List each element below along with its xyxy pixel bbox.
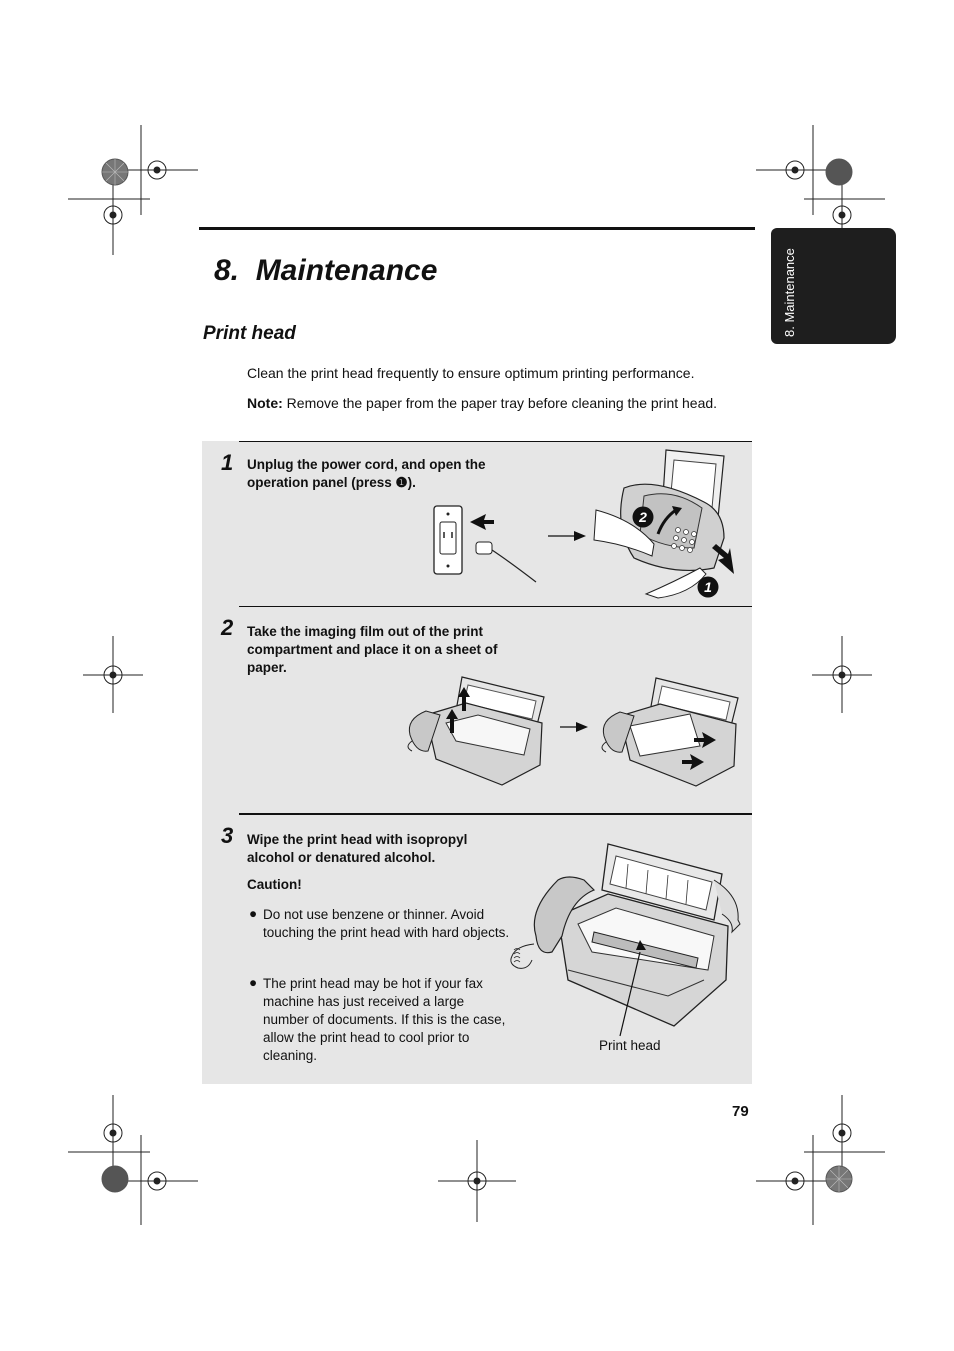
header-rule <box>199 227 755 230</box>
step-1-number: 1 <box>221 450 234 475</box>
step-1-text: Unplug the power cord, and open the operation panel (press ❶). <box>247 457 486 490</box>
badge-1-label: 1 <box>704 579 712 595</box>
section-title: Print head <box>203 323 296 344</box>
caution-bullet-1: ● <box>249 906 258 921</box>
badge-2-icon <box>632 506 654 528</box>
step-2-separator <box>239 606 752 607</box>
caution-label: Caution! <box>247 877 302 892</box>
badge-2-label: 2 <box>639 509 647 525</box>
remove-film-illustration <box>406 675 546 787</box>
step-1-separator <box>239 441 752 442</box>
note-label: Note: <box>247 395 283 411</box>
step-1-arrow-icon <box>548 530 588 542</box>
note-text: Remove the paper from the paper tray before cleaning the print head. <box>282 395 718 411</box>
step-3-text: Wipe the print head with isopropyl alcohol or denatured alcohol. <box>247 832 468 865</box>
unplug-illustration <box>430 500 590 590</box>
place-film-illustration <box>600 676 742 788</box>
intro-text: Clean the print head frequently to ensure optimum printing performance. <box>247 365 695 381</box>
step-2-arrow-icon <box>560 721 590 733</box>
chapter-title: 8. Maintenance <box>214 254 438 287</box>
caution-item-1: Do not use benzene or thinner. Avoid touching the print head with hard objects. <box>263 907 510 940</box>
print-head-callout: Print head <box>599 1038 661 1053</box>
open-panel-illustration <box>594 448 744 598</box>
step-3-separator <box>239 813 752 815</box>
caution-bullet-2: ● <box>249 975 258 990</box>
step-3-number: 3 <box>221 823 234 848</box>
step-2-number: 2 <box>221 615 234 640</box>
note-paragraph <box>247 395 717 411</box>
step-2-text: Take the imaging film out of the print compartment and place it on a sheet of paper. <box>247 624 498 675</box>
badge-1-icon <box>697 576 719 598</box>
page-number: 79 <box>732 1103 749 1120</box>
caution-item-2: The print head may be hot if your fax machine has just received a large number of documents. If this is the case, allow the print head to cool prior to cleaning. <box>263 976 506 1063</box>
print-head-illustration <box>508 840 748 1040</box>
chapter-tab-label: 8. Maintenance <box>782 248 797 337</box>
